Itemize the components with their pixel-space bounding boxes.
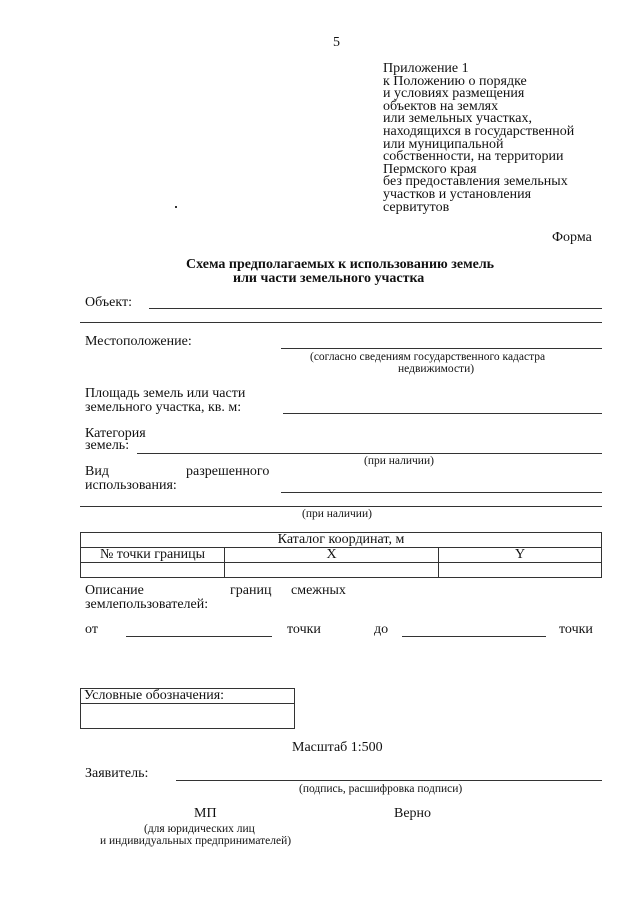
boundaries-word-2: границ [230,583,272,598]
object-input-line[interactable] [149,308,602,309]
points-label-2: точки [559,622,593,637]
verified-label: Верно [394,806,432,821]
location-note-line-2: недвижимости) [398,363,475,375]
appendix-line: собственности, на территории [383,149,564,165]
appendix-block [383,63,574,214]
from-label: от [85,622,98,637]
use-label-word-1: Вид [85,464,109,479]
use-label-word-2: разрешенного [186,464,270,479]
use-continuation-line[interactable] [80,506,602,507]
legend-box [80,688,295,729]
coordinate-table-caption: Каталог координат, м [81,533,602,548]
location-label: Местоположение: [85,334,192,349]
appendix-line: Пермского края [383,161,477,177]
area-input-line[interactable] [283,413,602,414]
cell-x[interactable] [225,563,439,578]
appendix-line: к Положению о порядке [383,73,527,89]
use-label-line-2: использования: [85,478,177,493]
use-input-line[interactable] [281,492,602,493]
appendix-line: или земельных участках, [383,111,532,127]
page-number: 5 [333,35,340,50]
title-line-2: или части земельного участка [233,271,425,286]
applicant-signature-line[interactable] [176,780,602,781]
boundaries-line-2: землепользователей: [85,597,209,612]
category-note: (при наличии) [364,455,434,467]
to-label: до [374,622,389,637]
title-line-1: Схема предполагаемых к использованию земель [186,257,495,272]
category-input-line[interactable] [137,453,602,454]
location-note-line-1: (согласно сведениям государственного кадастра [310,351,546,363]
stray-mark [175,206,177,208]
scale-label: Масштаб 1:500 [292,740,383,755]
appendix-line: находящихся в государственной [383,123,575,139]
cell-point-number[interactable] [81,563,225,578]
header-point-number: № точки границы [81,548,225,563]
use-note: (при наличии) [302,508,372,520]
object-continuation-line[interactable] [80,322,602,323]
cell-y[interactable] [439,563,602,578]
header-x: X [225,548,439,563]
area-label-line-2: земельного участка, кв. м: [85,400,242,415]
header-y: Y [439,548,602,563]
legend-header: Условные обозначения: [81,689,294,704]
stamp-note-line-1: (для юридических лиц [144,823,255,835]
stamp-note-line-2: и индивидуальных предпринимателей) [100,835,292,847]
appendix-line: без предоставления земельных [383,174,568,190]
applicant-label: Заявитель: [85,766,149,781]
category-label-line-1: Категория [85,426,146,441]
stamp-label: МП [194,806,217,821]
appendix-line: и условиях размещения [383,86,525,102]
points-label-1: точки [287,622,321,637]
appendix-line: объектов на землях [383,98,499,114]
signature-note: (подпись, расшифровка подписи) [299,783,463,795]
appendix-line: или муниципальной [383,136,504,152]
appendix-line: Приложение 1 [383,61,469,76]
from-point-input-line[interactable] [126,636,272,637]
appendix-line: участков и установления [383,186,532,202]
object-label: Объект: [85,295,132,310]
area-label-line-1: Площадь земель или части [85,386,246,401]
boundaries-word-1: Описание [85,583,144,598]
appendix-line: сервитутов [383,199,450,215]
location-input-line[interactable] [281,348,602,349]
to-point-input-line[interactable] [402,636,546,637]
category-label-line-2: земель: [85,438,130,453]
form-label: Форма [552,230,592,245]
coordinate-catalog-table [80,532,602,578]
boundaries-word-3: смежных [291,583,346,598]
